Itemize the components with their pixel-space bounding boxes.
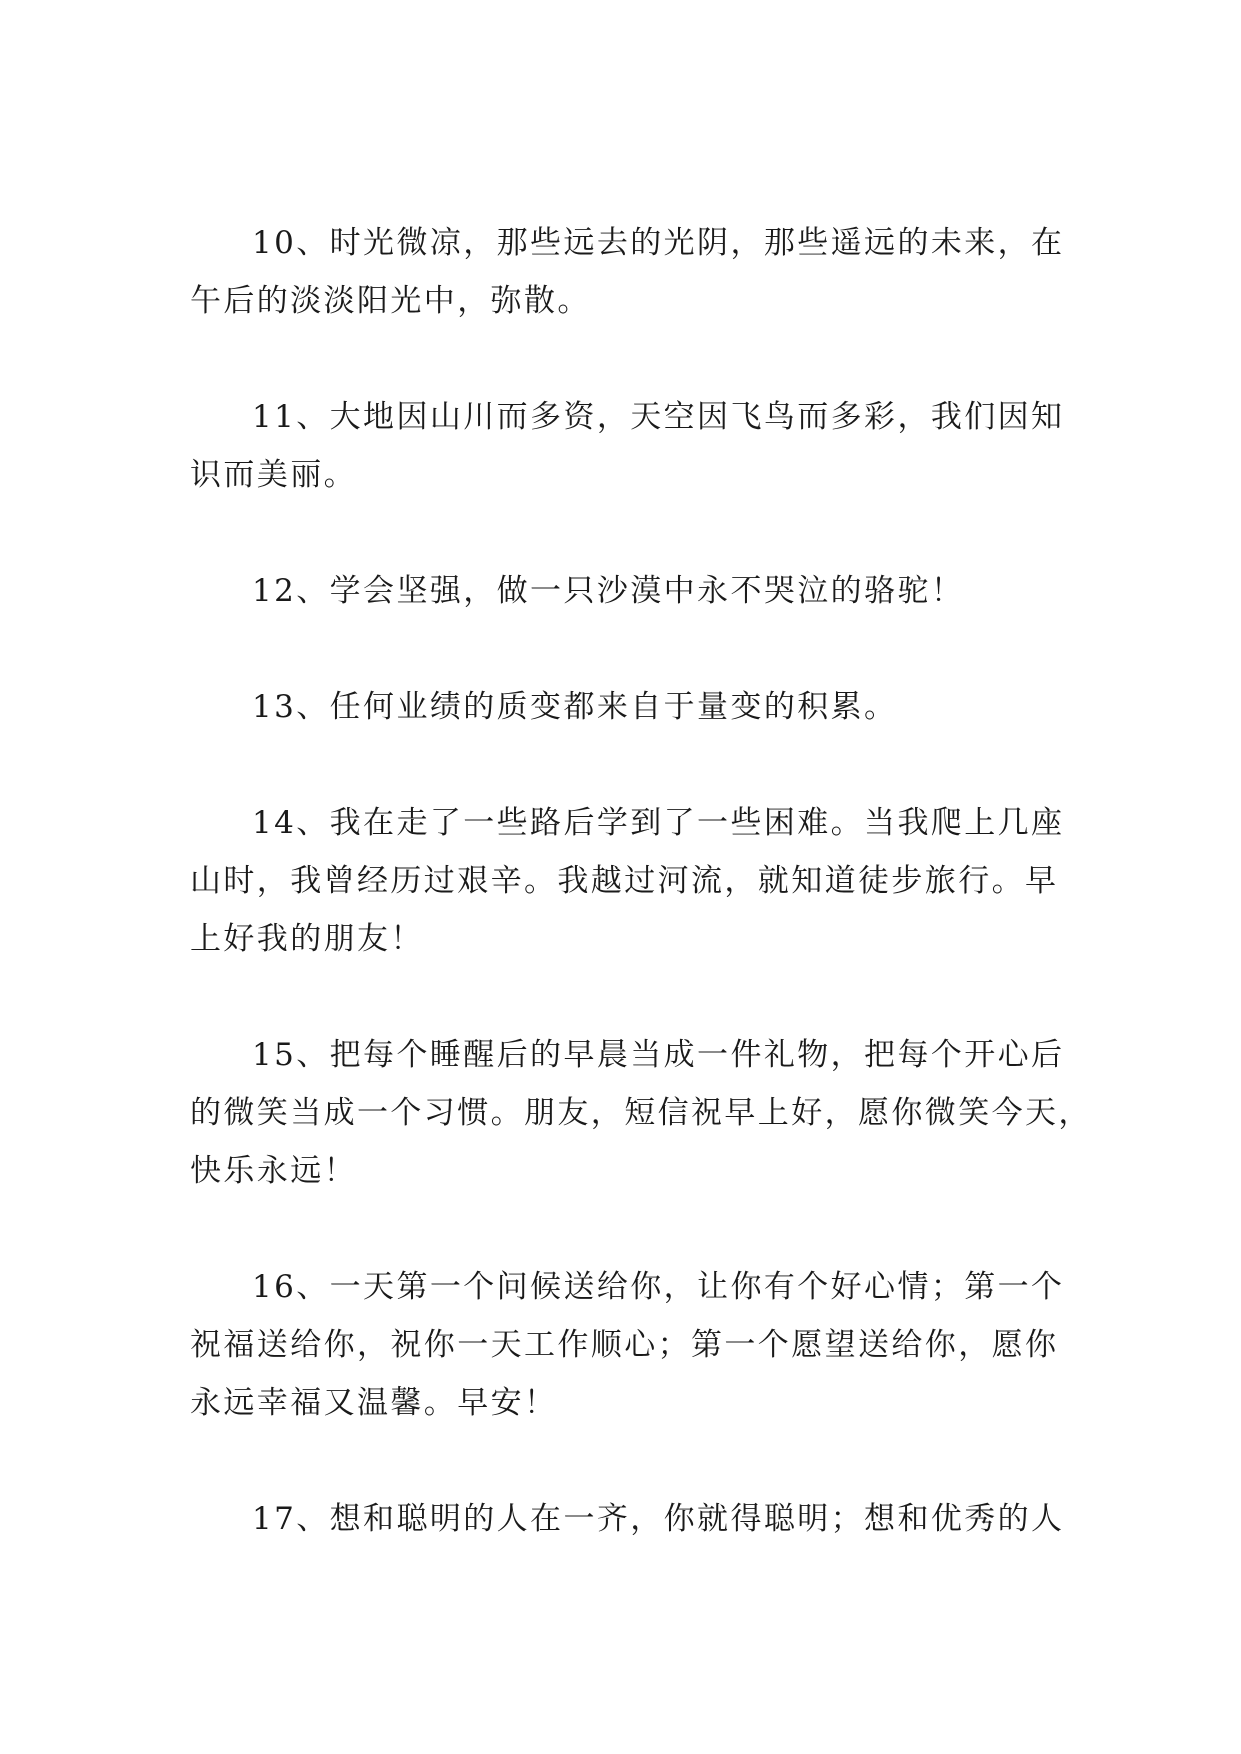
paragraph-line: 的微笑当成一个习惯。朋友，短信祝早上好，愿你微笑今天， [190, 1095, 1092, 1131]
paragraph-10 [190, 214, 1065, 330]
paragraph-line: 16、一天第一个问候送给你，让你有个好心情；第一个 [252, 1269, 1065, 1305]
paragraph-14 [190, 794, 1065, 968]
paragraph-line: 17、想和聪明的人在一齐，你就得聪明；想和优秀的人 [252, 1501, 1065, 1537]
paragraph-13 [190, 678, 1062, 736]
paragraph-line: 上好我的朋友！ [190, 921, 424, 957]
paragraph-12 [190, 562, 1062, 620]
paragraph-11 [190, 388, 1065, 504]
paragraph-line: 永远幸福又温馨。早安！ [190, 1385, 558, 1421]
paragraph-line: 11、大地因山川而多资，天空因飞鸟而多彩，我们因知 [252, 399, 1065, 435]
paragraph-line: 山时，我曾经历过艰辛。我越过河流，就知道徒步旅行。早 [190, 863, 1059, 899]
paragraph-15 [190, 1026, 1092, 1200]
paragraph-line: 14、我在走了一些路后学到了一些困难。当我爬上几座 [252, 805, 1065, 841]
paragraph-line: 快乐永远！ [190, 1153, 357, 1189]
paragraph-line: 12、学会坚强，做一只沙漠中永不哭泣的骆驼！ [252, 573, 965, 609]
paragraph-16 [190, 1258, 1065, 1432]
paragraph-line: 午后的淡淡阳光中，弥散。 [190, 283, 591, 319]
paragraph-line: 13、任何业绩的质变都来自于量变的积累。 [252, 689, 898, 725]
paragraph-17 [190, 1490, 1065, 1548]
paragraph-line: 15、把每个睡醒后的早晨当成一件礼物，把每个开心后 [252, 1037, 1065, 1073]
paragraph-line: 10、时光微凉，那些远去的光阴，那些遥远的未来，在 [252, 225, 1065, 261]
paragraph-line: 识而美丽。 [190, 457, 357, 493]
paragraph-line: 祝福送给你，祝你一天工作顺心；第一个愿望送给你，愿你 [190, 1327, 1059, 1363]
